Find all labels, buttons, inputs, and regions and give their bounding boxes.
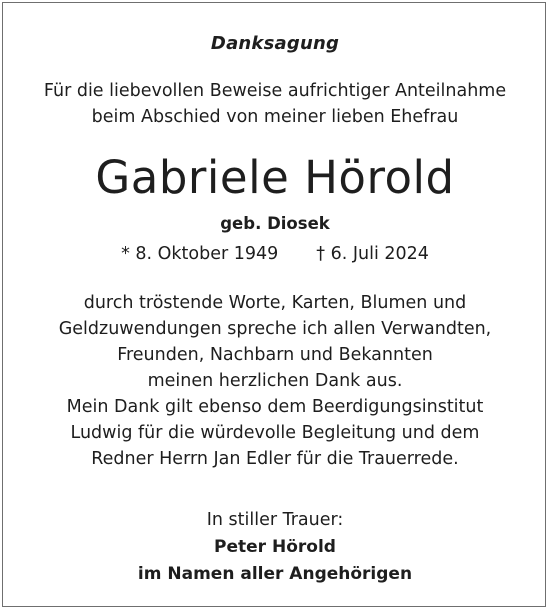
intro-line-1: Für die liebevollen Beweise aufrichtiger Anteilnahme [43, 81, 507, 101]
body-line-7: Redner Herrn Jan Edler für die Trauerrede. [91, 449, 459, 469]
death-date: † 6. Juli 2024 [316, 244, 429, 264]
signer-name: Peter Hörold [214, 537, 336, 557]
maiden-name: geb. Diosek [220, 214, 330, 233]
body-line-2: Geldzuwendungen spreche ich allen Verwandten, [58, 319, 492, 339]
body-line-4: meinen herzlichen Dank aus. [147, 371, 403, 391]
life-dates [0, 244, 550, 264]
notice-title: Danksagung [210, 33, 340, 54]
body-line-3: Freunden, Nachbarn und Bekannten [117, 345, 433, 365]
closing-phrase: In stiller Trauer: [206, 510, 344, 530]
body-line-6: Ludwig für die würdevolle Begleitung und dem [70, 423, 480, 443]
body-line-5: Mein Dank gilt ebenso dem Beerdigungsinstitut [66, 397, 484, 417]
intro-line-2: beim Abschied von meiner lieben Ehefrau [91, 107, 459, 127]
signer-note: im Namen aller Angehörigen [137, 564, 413, 584]
deceased-name: Gabriele Hörold [95, 151, 455, 204]
birth-date: * 8. Oktober 1949 [121, 244, 279, 264]
body-line-1: durch tröstende Worte, Karten, Blumen und [83, 293, 467, 313]
